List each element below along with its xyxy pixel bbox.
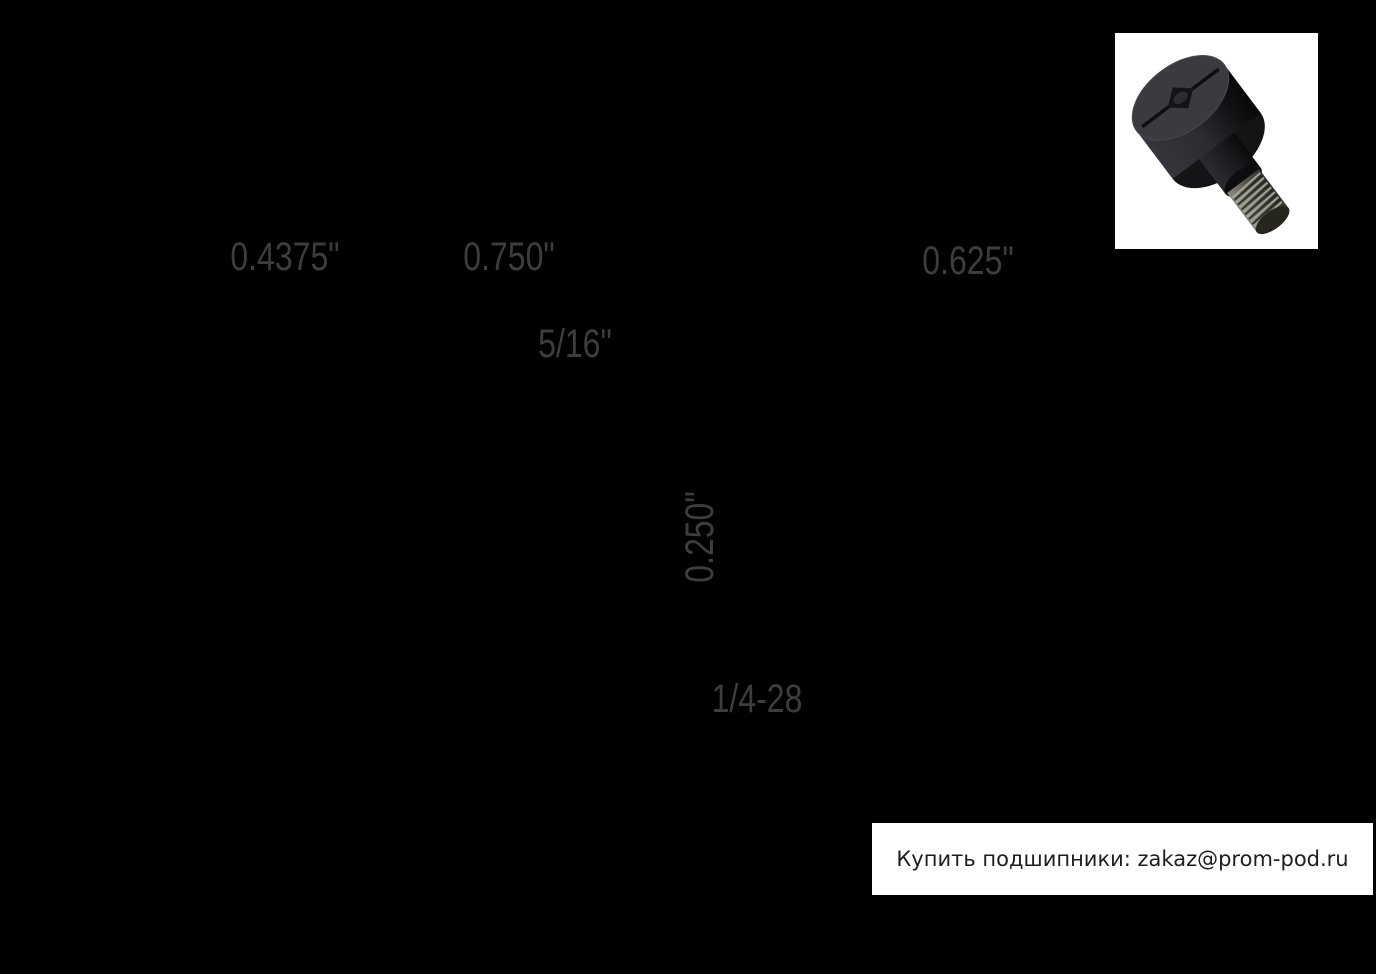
dim-label-hex-size: 5/16" [538,322,612,366]
dim-label-roller-diameter: 0.750" [463,235,555,279]
dim-label-stud-diameter: 0.250" [678,491,722,583]
product-image-box [1115,33,1318,249]
dim-label-thread-size: 1/4-28 [711,677,803,721]
contact-banner [872,823,1373,895]
dim-label-stud-length: 0.625" [922,239,1014,283]
contact-text: Купить подшипники: zakaz@prom-pod.ru [896,847,1349,871]
cam-follower-bearing-image [1115,33,1318,249]
dim-label-roller-width: 0.4375" [230,235,340,279]
